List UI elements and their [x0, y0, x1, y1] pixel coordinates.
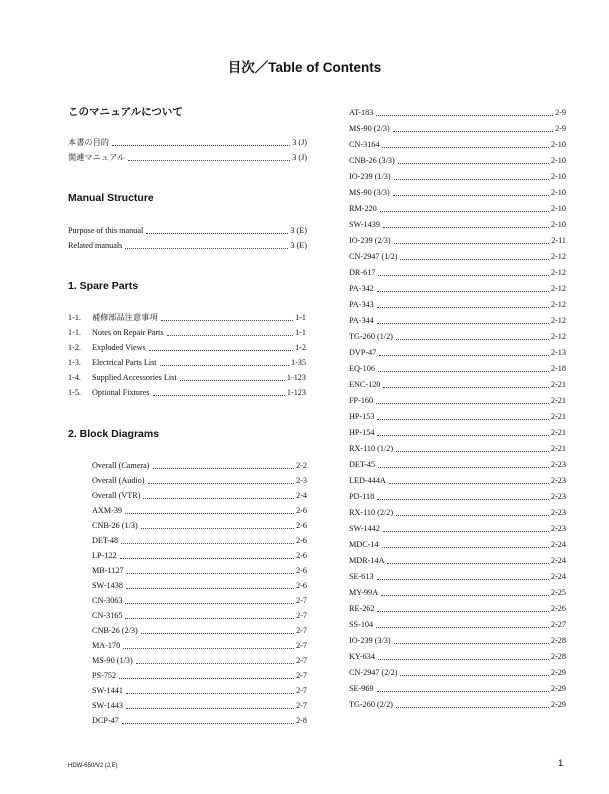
toc-entry-label: CNB-26 (1/3): [92, 521, 138, 530]
toc-entry-page: 2-24: [550, 556, 566, 565]
dot-leader: [378, 659, 549, 660]
toc-entry-page: 2-7: [296, 611, 307, 620]
toc-entry[interactable]: [349, 266, 566, 278]
dot-leader: [126, 693, 294, 694]
toc-entry-number: 1-3.: [68, 358, 81, 367]
toc-entry-label: 補修部品注意事項: [92, 313, 158, 322]
dot-leader: [378, 467, 549, 468]
toc-entry-label: CN-3165: [92, 611, 123, 620]
toc-entry-page: 2-12: [550, 252, 566, 261]
toc-entry[interactable]: [92, 684, 307, 696]
dot-leader: [396, 515, 549, 516]
dot-leader: [383, 227, 549, 228]
toc-entry[interactable]: [349, 106, 566, 118]
toc-entry-page: 2-2: [296, 461, 307, 470]
toc-entry-page: 2-21: [550, 444, 566, 453]
dot-leader: [377, 611, 549, 612]
toc-entry[interactable]: [92, 609, 307, 621]
dot-leader: [383, 531, 549, 532]
toc-entry-label: AT-183: [349, 108, 374, 117]
dot-leader: [377, 307, 549, 308]
toc-entry-page: 2-12: [550, 284, 566, 293]
section-heading-spare-parts: 1. Spare Parts: [68, 280, 139, 292]
toc-entry[interactable]: [349, 634, 566, 646]
dot-leader: [389, 483, 549, 484]
toc-entry-page: 1-123: [286, 388, 306, 397]
dot-leader: [378, 275, 549, 276]
toc-entry-page: 2-10: [550, 172, 566, 181]
toc-entry-label: RE-262: [349, 604, 375, 613]
toc-entry-page: 2-10: [550, 220, 566, 229]
toc-entry-page: 2-12: [550, 332, 566, 341]
toc-entry[interactable]: [92, 639, 307, 651]
dot-leader: [125, 618, 294, 619]
toc-entry[interactable]: [349, 378, 566, 390]
toc-entry-label: HP-154: [349, 428, 375, 437]
toc-entry-number: 1-1.: [68, 313, 81, 322]
toc-entry-label: KY-634: [349, 652, 375, 661]
dot-leader: [125, 248, 288, 249]
toc-entry-label: MS-90 (2/3): [349, 124, 390, 133]
dot-leader: [400, 675, 549, 676]
dot-leader: [378, 371, 549, 372]
toc-entry-page: 2-7: [296, 626, 307, 635]
toc-entry[interactable]: [68, 136, 307, 148]
toc-entry-page: 2-21: [550, 412, 566, 421]
toc-entry[interactable]: [349, 394, 566, 406]
toc-entry-label: IO-239 (3/3): [349, 636, 391, 645]
toc-entry-page: 2-13: [550, 348, 566, 357]
toc-entry[interactable]: [92, 519, 307, 531]
toc-entry-label: IO-239 (2/3): [349, 236, 391, 245]
dot-leader: [143, 498, 294, 499]
toc-entry-page: 2-9: [555, 108, 566, 117]
toc-entry-page: 2-9: [555, 124, 566, 133]
toc-entry[interactable]: [92, 534, 307, 546]
dot-leader: [148, 483, 295, 484]
toc-entry-page: 2-28: [550, 636, 566, 645]
toc-entry[interactable]: [349, 522, 566, 534]
section-heading-block-diagrams: 2. Block Diagrams: [68, 428, 160, 440]
footer-model: HDW-650/V2 (J,E): [68, 763, 118, 769]
toc-entry[interactable]: [349, 474, 566, 486]
toc-entry[interactable]: [92, 579, 307, 591]
toc-entry-page: 2-6: [296, 581, 307, 590]
dot-leader: [126, 708, 294, 709]
dot-leader: [146, 233, 288, 234]
toc-entry-page: 2-24: [550, 540, 566, 549]
toc-entry-page: 2-6: [296, 521, 307, 530]
toc-entry[interactable]: [68, 151, 307, 163]
toc-entry-label: PA-344: [349, 316, 374, 325]
toc-entry[interactable]: [349, 570, 566, 582]
toc-entry-page: 2-6: [296, 536, 307, 545]
toc-entry-label: MS-90 (1/3): [92, 656, 133, 665]
toc-entry[interactable]: [349, 586, 566, 598]
dot-leader: [377, 499, 549, 500]
toc-entry-label: Overall (VTR): [92, 491, 141, 500]
toc-entry-label: LP-122: [92, 551, 117, 560]
toc-entry-page: 2-7: [296, 641, 307, 650]
toc-entry-label: Optional Fixtures: [92, 388, 150, 397]
toc-entry[interactable]: [68, 311, 306, 323]
toc-entry-label: PD-118: [349, 492, 375, 501]
toc-entry-label: SE-969: [349, 684, 374, 693]
toc-entry[interactable]: [349, 666, 566, 678]
dot-leader: [394, 643, 549, 644]
toc-entry[interactable]: [349, 138, 566, 150]
toc-entry[interactable]: [349, 298, 566, 310]
toc-entry-label: PA-342: [349, 284, 374, 293]
toc-entry-number: 1-4.: [68, 373, 81, 382]
toc-entry-label: DET-48: [92, 536, 119, 545]
toc-entry[interactable]: [349, 362, 566, 374]
dot-leader: [396, 339, 549, 340]
toc-entry-label: 本書の目的: [68, 138, 109, 147]
toc-entry[interactable]: [349, 170, 566, 182]
dot-leader: [377, 579, 549, 580]
toc-entry-label: CNB-26 (3/3): [349, 156, 395, 165]
toc-entry-label: PA-343: [349, 300, 374, 309]
toc-entry[interactable]: [92, 624, 307, 636]
toc-entry-page: 3 (J): [292, 138, 307, 147]
toc-entry[interactable]: [68, 371, 306, 383]
toc-entry-page: 2-27: [550, 620, 566, 629]
toc-entry-page: 2-7: [296, 686, 307, 695]
toc-entry[interactable]: [349, 154, 566, 166]
dot-leader: [153, 468, 295, 469]
toc-entry-page: 2-23: [550, 476, 566, 485]
toc-entry-page: 2-6: [296, 551, 307, 560]
toc-entry-label: DET-45: [349, 460, 376, 469]
toc-entry-label: MA-170: [92, 641, 121, 650]
page-number: 1: [558, 758, 564, 769]
toc-entry-page: 2-25: [550, 588, 566, 597]
dot-leader: [379, 355, 549, 356]
toc-entry-page: 2-23: [550, 492, 566, 501]
toc-entry-label: LED-444A: [349, 476, 386, 485]
toc-entry-label: DCP-47: [92, 716, 119, 725]
dot-leader: [376, 403, 549, 404]
toc-entry-page: 2-7: [296, 656, 307, 665]
toc-entry-label: CNB-26 (2/3): [92, 626, 138, 635]
dot-leader: [383, 387, 549, 388]
dot-leader: [377, 435, 549, 436]
dot-leader: [376, 627, 549, 628]
toc-entry-label: MY-99A: [349, 588, 379, 597]
dot-leader: [112, 145, 290, 146]
dot-leader: [161, 320, 294, 321]
toc-entry-label: DVP-47: [349, 348, 377, 357]
toc-entry-page: 2-7: [296, 701, 307, 710]
toc-entry[interactable]: [92, 459, 307, 471]
toc-entry-page: 2-12: [550, 316, 566, 325]
toc-entry[interactable]: [92, 489, 307, 501]
dot-leader: [123, 648, 294, 649]
toc-entry[interactable]: [349, 282, 566, 294]
toc-entry[interactable]: [349, 682, 566, 694]
toc-entry-label: MS-90 (3/3): [349, 188, 390, 197]
toc-entry-page: 2-21: [550, 428, 566, 437]
toc-entry-label: SW-1441: [92, 686, 123, 695]
dot-leader: [396, 707, 549, 708]
toc-entry-label: Overall (Camera): [92, 461, 150, 470]
toc-entry[interactable]: [92, 549, 307, 561]
toc-entry-page: 2-7: [296, 596, 307, 605]
toc-entry-page: 1-123: [286, 373, 306, 382]
toc-entry-label: Electrical Parts List: [92, 358, 157, 367]
toc-entry[interactable]: [349, 122, 566, 134]
toc-entry-page: 1-2: [295, 343, 306, 352]
toc-entry-page: 2-10: [550, 188, 566, 197]
toc-entry-page: 2-24: [550, 572, 566, 581]
toc-entry-number: 1-2.: [68, 343, 81, 352]
toc-entry-page: 3 (J): [292, 153, 307, 162]
toc-entry-page: 2-29: [550, 700, 566, 709]
dot-leader: [141, 633, 294, 634]
toc-entry-page: 3 (E): [290, 226, 307, 235]
dot-leader: [128, 160, 290, 161]
dot-leader: [381, 595, 549, 596]
dot-leader: [394, 179, 549, 180]
toc-entry-page: 2-21: [550, 380, 566, 389]
dot-leader: [382, 147, 549, 148]
toc-entry-label: FP-160: [349, 396, 374, 405]
toc-entry-page: 2-18: [550, 364, 566, 373]
toc-entry-page: 2-8: [296, 716, 307, 725]
toc-entry[interactable]: [92, 699, 307, 711]
toc-entry[interactable]: [68, 224, 307, 236]
dot-leader: [125, 603, 294, 604]
toc-entry-page: 2-21: [550, 396, 566, 405]
toc-entry[interactable]: [349, 202, 566, 214]
toc-entry-label: AXM-39: [92, 506, 123, 515]
toc-entry-label: SW-1438: [92, 581, 123, 590]
dot-leader: [398, 163, 549, 164]
toc-entry[interactable]: [92, 474, 307, 486]
toc-entry-page: 2-7: [296, 671, 307, 680]
dot-leader: [376, 115, 553, 116]
toc-entry[interactable]: [92, 714, 307, 726]
dot-leader: [149, 350, 293, 351]
toc-entry[interactable]: [68, 239, 307, 251]
dot-leader: [377, 291, 549, 292]
toc-entry-label: 関連マニュアル: [68, 153, 125, 162]
toc-entry-label: Related manuals: [68, 241, 123, 250]
toc-entry-number: 1-1.: [68, 328, 81, 337]
toc-entry-label: Notes on Repair Parts: [92, 328, 164, 337]
toc-entry-label: TG-260 (1/2): [349, 332, 393, 341]
toc-entry-number: 1-5.: [68, 388, 81, 397]
dot-leader: [121, 543, 294, 544]
dot-leader: [160, 365, 289, 366]
toc-entry-label: DR-617: [349, 268, 376, 277]
toc-entry[interactable]: [68, 341, 306, 353]
toc-entry[interactable]: [92, 669, 307, 681]
toc-entry[interactable]: [349, 458, 566, 470]
dot-leader: [377, 691, 549, 692]
page-title: 目次／Table of Contents: [227, 60, 382, 75]
toc-entry-label: CN-3063: [92, 596, 123, 605]
toc-entry-page: 2-28: [550, 652, 566, 661]
dot-leader: [167, 335, 293, 336]
toc-entry-page: 2-12: [550, 268, 566, 277]
section-heading-manual-structure: Manual Structure: [68, 192, 154, 204]
toc-entry-page: 1-35: [290, 358, 306, 367]
dot-leader: [125, 513, 294, 514]
toc-entry[interactable]: [349, 426, 566, 438]
toc-entry[interactable]: [349, 538, 566, 550]
dot-leader: [396, 451, 549, 452]
toc-entry-page: 2-29: [550, 668, 566, 677]
toc-entry-label: RM-220: [349, 204, 377, 213]
toc-entry-label: RX-110 (2/2): [349, 508, 394, 517]
dot-leader: [377, 419, 549, 420]
toc-entry-page: 2-6: [296, 506, 307, 515]
toc-entry[interactable]: [349, 618, 566, 630]
dot-leader: [153, 395, 285, 396]
toc-entry-page: 2-6: [296, 566, 307, 575]
toc-entry[interactable]: [92, 564, 307, 576]
dot-leader: [141, 528, 294, 529]
toc-entry[interactable]: [349, 490, 566, 502]
toc-entry-label: MDR-14A: [349, 556, 385, 565]
toc-entry-label: Exploded Views: [92, 343, 146, 352]
toc-entry[interactable]: [349, 554, 566, 566]
toc-entry-label: IO-239 (1/3): [349, 172, 391, 181]
dot-leader: [400, 259, 549, 260]
toc-entry-label: PS-752: [92, 671, 117, 680]
toc-entry-page: 2-4: [296, 491, 307, 500]
toc-entry[interactable]: [349, 218, 566, 230]
toc-entry-page: 2-12: [550, 300, 566, 309]
toc-entry-page: 2-10: [550, 156, 566, 165]
toc-entry-page: 2-10: [550, 140, 566, 149]
toc-entry-label: SW-1443: [92, 701, 123, 710]
toc-entry[interactable]: [68, 386, 306, 398]
toc-entry-label: HP-153: [349, 412, 375, 421]
toc-entry-label: TG-260 (2/2): [349, 700, 393, 709]
toc-entry-page: 2-23: [550, 524, 566, 533]
dot-leader: [380, 211, 549, 212]
toc-entry[interactable]: [349, 186, 566, 198]
dot-leader: [393, 131, 553, 132]
toc-entry[interactable]: [92, 654, 307, 666]
toc-entry[interactable]: [349, 330, 566, 342]
toc-entry[interactable]: [349, 698, 566, 710]
toc-entry-label: CN-2947 (2/2): [349, 668, 398, 677]
toc-entry[interactable]: [68, 356, 306, 368]
toc-entry-page: 2-23: [550, 460, 566, 469]
toc-entry-page: 2-26: [550, 604, 566, 613]
toc-entry[interactable]: [349, 506, 566, 518]
toc-entry-label: EQ-106: [349, 364, 375, 373]
toc-entry[interactable]: [92, 594, 307, 606]
toc-entry[interactable]: [349, 314, 566, 326]
toc-entry[interactable]: [349, 650, 566, 662]
toc-entry-page: 2-11: [551, 236, 566, 245]
dot-leader: [136, 663, 294, 664]
toc-entry[interactable]: [349, 410, 566, 422]
toc-entry[interactable]: [92, 504, 307, 516]
toc-entry-label: MDC-14: [349, 540, 379, 549]
toc-entry-label: Purpose of this manual: [68, 226, 144, 235]
toc-entry-page: 2-10: [550, 204, 566, 213]
dot-leader: [180, 380, 285, 381]
toc-entry-page: 2-23: [550, 508, 566, 517]
toc-entry[interactable]: [349, 250, 566, 262]
toc-entry-label: RX-110 (1/2): [349, 444, 394, 453]
toc-entry-label: Overall (Audio): [92, 476, 145, 485]
dot-leader: [377, 323, 549, 324]
toc-entry-label: MB-1127: [92, 566, 124, 575]
dot-leader: [387, 563, 549, 564]
toc-entry-page: 3 (E): [290, 241, 307, 250]
dot-leader: [382, 547, 549, 548]
dot-leader: [119, 678, 294, 679]
toc-entry-label: SE-613: [349, 572, 374, 581]
dot-leader: [120, 558, 295, 559]
toc-entry-page: 2-29: [550, 684, 566, 693]
toc-entry-label: CN-2947 (1/2): [349, 252, 398, 261]
dot-leader: [394, 243, 550, 244]
toc-entry-label: SS-104: [349, 620, 374, 629]
toc-entry-label: ENC-120: [349, 380, 381, 389]
dot-leader: [393, 195, 549, 196]
toc-entry-page: 1-1: [295, 313, 306, 322]
dot-leader: [126, 588, 294, 589]
toc-entry[interactable]: [349, 346, 566, 358]
toc-entry-label: SW-1442: [349, 524, 380, 533]
toc-entry[interactable]: [349, 442, 566, 454]
section-heading-jp: このマニュアルについて: [68, 106, 183, 118]
dot-leader: [127, 573, 295, 574]
toc-entry[interactable]: [349, 234, 566, 246]
dot-leader: [122, 723, 294, 724]
toc-entry-label: Supplied Accessories List: [92, 373, 177, 382]
toc-entry-page: 2-3: [296, 476, 307, 485]
toc-entry-page: 1-1: [295, 328, 306, 337]
toc-entry[interactable]: [349, 602, 566, 614]
toc-entry-label: CN-3164: [349, 140, 380, 149]
toc-entry-label: SW-1439: [349, 220, 380, 229]
toc-entry[interactable]: [68, 326, 306, 338]
